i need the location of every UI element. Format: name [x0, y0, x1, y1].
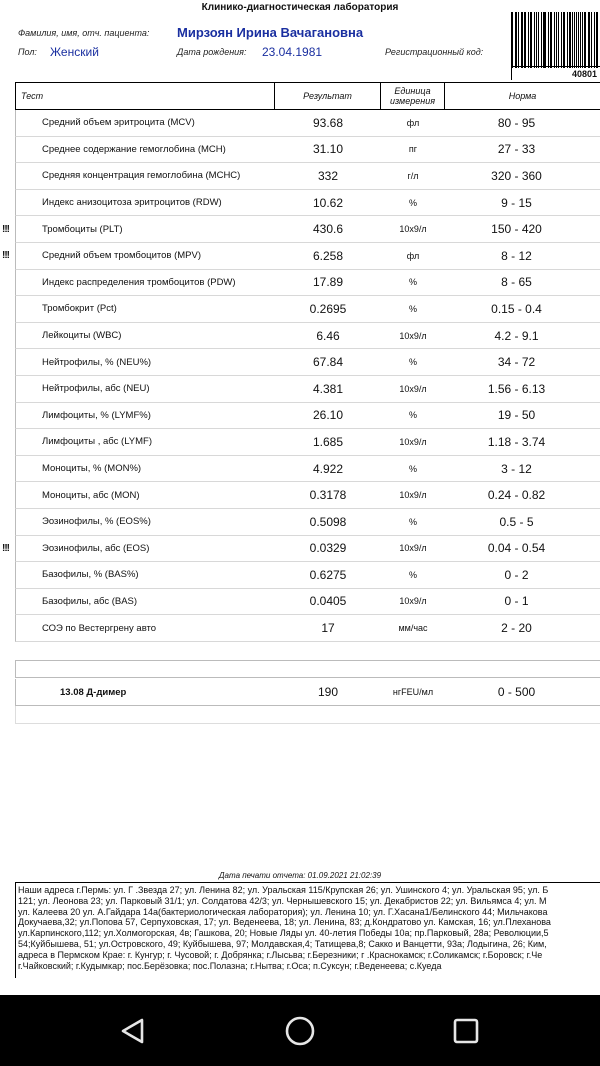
registration-code-label: Регистрационный код:	[385, 47, 484, 57]
address-line: ул. Калеева 20 ул. А.Гайдара 14а(бактериологическая лаборатория); ул. Ленина 10; ул. Г.Хасана1/Белинского 44; Мильчакова	[18, 906, 548, 917]
table-row	[2, 536, 600, 563]
unit-value: %	[408, 357, 417, 368]
dob-label: Дата рождения:	[177, 47, 247, 57]
dob-value: 23.04.1981	[262, 45, 323, 59]
table-row	[15, 403, 600, 430]
barcode-bar	[578, 12, 579, 68]
unit-value: %	[408, 516, 417, 527]
home-button[interactable]	[282, 1013, 318, 1049]
barcode-bar	[584, 12, 586, 68]
header-result: Результат	[275, 83, 381, 109]
table-row	[15, 429, 600, 456]
unit-value: 10x9/л	[399, 224, 427, 235]
barcode-bar	[594, 12, 595, 68]
barcode-bar	[591, 12, 592, 68]
unit-value: пг	[408, 144, 418, 155]
sex-label: Пол:	[18, 47, 37, 57]
unit-value: 10x9/л	[399, 490, 427, 501]
norm-range: 1.56 - 6.13	[487, 381, 546, 396]
address-line: 54;Куйбышева, 51; ул.Островского, 49; Куйбышева, 97; Молдавская,4; Татищева,8; Сакко и Ванцетти, 93а; Лодыгина, 26; Ким,	[18, 938, 547, 949]
unit-value: фл	[406, 250, 420, 261]
result-value: 0.6275	[309, 567, 347, 582]
norm-range: 150 - 420	[491, 222, 542, 237]
ddimer-row	[15, 679, 600, 706]
norm-range: 2 - 20	[501, 621, 532, 636]
table-header	[15, 83, 600, 110]
sex-value: Женский	[50, 45, 99, 59]
unit-value: 10x9/л	[399, 596, 427, 607]
back-button[interactable]	[115, 1013, 151, 1049]
table-row	[2, 243, 600, 270]
unit-value: %	[408, 410, 417, 421]
patient-name-label: Фамилия, имя, отч. пациента:	[18, 28, 150, 38]
norm-range: 0.24 - 0.82	[487, 488, 546, 503]
recent-apps-button[interactable]	[448, 1013, 484, 1049]
barcode-number: 40801	[572, 69, 598, 79]
unit-value: мм/час	[398, 623, 428, 634]
barcode-bar	[574, 12, 575, 68]
result-value: 6.258	[312, 248, 344, 263]
address-line: Наши адреса г.Пермь: ул. Г .Звезда 27; ул. Ленина 82; ул. Уральская 115/Крупская 26; ул. Ушинского 4; ул. Уральская 95; ул. Б	[18, 885, 549, 895]
barcode-bar	[524, 12, 526, 68]
test-name: Моноциты, % (MON%)	[42, 463, 142, 475]
norm-range: 19 - 50	[497, 408, 536, 423]
table-row	[15, 190, 600, 217]
print-date: Дата печати отчета: 01.09.2021 21:02:39	[218, 871, 382, 880]
address-line: Докучаева,32; ул.Попова 57, Серпуховская, 17; ул. Веденеева, 18; ул. Ленина, 83; д.Кондратово ул. Камская, 16; ул.Плеханова	[18, 917, 551, 928]
unit-value: г/л	[407, 170, 419, 181]
test-name: Тромбокрит (Pct)	[42, 303, 117, 315]
norm-range: 1.18 - 3.74	[487, 434, 546, 449]
barcode-bar	[589, 12, 590, 68]
header-test: Тест	[16, 83, 275, 109]
test-name: Нейтрофилы, % (NEU%)	[42, 356, 152, 368]
table-row	[15, 562, 600, 589]
result-value: 0.2695	[309, 301, 347, 316]
barcode-bar	[538, 12, 540, 68]
norm-range: 27 - 33	[497, 142, 536, 157]
unit-value: 10x9/л	[399, 383, 427, 394]
barcode-bar	[580, 12, 581, 68]
address-line: 121; ул. Леонова 23; ул. Парковый 31/1; ул. Солдатова 42/3; ул. Чернышевского 15; ул. Декабристов 22; ул. Вильямса 4; ул. М	[18, 895, 547, 906]
result-value: 6.46	[316, 328, 340, 343]
result-value: 1.685	[312, 434, 344, 449]
barcode-bar	[544, 12, 545, 68]
unit-value: %	[408, 463, 417, 474]
recent-apps-square-icon	[452, 1017, 480, 1045]
result-value: 17.89	[312, 275, 344, 290]
norm-range: 80 - 95	[497, 115, 536, 130]
table-separator	[15, 660, 600, 678]
table-row	[15, 270, 600, 297]
test-name: Моноциты, абс (MON)	[42, 489, 140, 501]
back-triangle-icon	[118, 1016, 148, 1046]
ddimer-result: 190	[317, 685, 339, 699]
test-name: Среднее содержание гемоглобина (MCH)	[42, 143, 226, 155]
barcode-bar	[515, 12, 516, 68]
table-row	[15, 509, 600, 536]
result-value: 31.10	[312, 142, 344, 157]
result-value: 26.10	[312, 408, 344, 423]
patient-name: Мирзоян Ирина Вачагановна	[177, 25, 364, 40]
barcode-bar	[516, 12, 517, 68]
result-value: 67.84	[312, 355, 344, 370]
barcode-bar	[596, 12, 597, 68]
barcode-bar	[511, 12, 513, 68]
norm-range: 34 - 72	[497, 355, 536, 370]
barcode-bar	[558, 12, 559, 68]
test-name: Средний объем эритроцита (MCV)	[42, 117, 195, 129]
barcode-bar	[572, 12, 573, 68]
barcode-bar	[561, 12, 562, 68]
barcode-bar	[588, 12, 589, 68]
norm-range: 0.15 - 0.4	[491, 301, 542, 316]
unit-value: 10x9/л	[399, 330, 427, 341]
addresses-block	[15, 882, 600, 978]
barcode-bar	[522, 12, 523, 68]
ddimer-unit: нгFEU/мл	[392, 687, 434, 697]
barcode-bar	[528, 12, 529, 68]
address-line: ул.Карпинского,112; ул.Холмогорская, 4в; Гашкова, 20; Новые Ляды ул. 40-летия Победы 10а; пр.Парковый, 28а; Революции,5	[18, 928, 549, 939]
table-row	[15, 323, 600, 350]
result-value: 10.62	[312, 195, 344, 210]
norm-range: 9 - 15	[501, 195, 532, 210]
norm-range: 8 - 12	[501, 248, 532, 263]
result-value: 4.922	[312, 461, 344, 476]
result-value: 0.5098	[309, 514, 347, 529]
test-name: Индекс распределения тромбоцитов (PDW)	[42, 276, 236, 288]
test-name: Средняя концентрация гемоглобина (MCHC)	[42, 170, 241, 182]
address-line: адреса в Пермском Крае: г. Кунгур; г. Чусовой; г. Добрянка; г.Лысьва; г.Березники; г .Краснокамск; г.Соликамск; г.Боровск; г.Че	[18, 949, 543, 960]
table-row	[15, 482, 600, 509]
norm-range: 0.5 - 5	[499, 514, 534, 529]
barcode-bar	[576, 12, 577, 68]
table-row	[15, 110, 600, 137]
table-row	[15, 296, 600, 323]
result-value: 17	[321, 621, 335, 636]
barcode-bar	[530, 12, 531, 68]
result-value: 430.6	[312, 222, 344, 237]
test-name: Тромбоциты (PLT)	[42, 223, 123, 235]
test-name: Базофилы, абс (BAS)	[42, 595, 138, 607]
barcode-bar	[554, 12, 556, 68]
table-row	[15, 349, 600, 376]
norm-range: 0.04 - 0.54	[487, 541, 546, 556]
barcode-bar	[548, 12, 549, 68]
unit-value: %	[408, 197, 417, 208]
abnormal-flag: !!!	[2, 250, 9, 262]
barcode-bar	[531, 12, 532, 68]
test-name: Эозинофилы, абс (EOS)	[42, 542, 150, 554]
barcode-bar	[518, 12, 519, 68]
result-value: 0.0405	[309, 594, 347, 609]
header-norm: Норма	[508, 91, 537, 101]
barcode-bar	[582, 12, 583, 68]
barcode-bar	[550, 12, 551, 68]
result-value: 332	[317, 168, 339, 183]
home-circle-icon	[284, 1015, 316, 1047]
table-row	[15, 456, 600, 483]
table-row	[15, 589, 600, 616]
android-nav-bar	[0, 995, 600, 1066]
unit-value: фл	[406, 117, 420, 128]
barcode-bar	[556, 12, 557, 68]
table-footer-separator	[15, 706, 600, 724]
norm-range: 320 - 360	[491, 168, 542, 183]
table-row	[15, 137, 600, 164]
test-name: Эозинофилы, % (EOS%)	[42, 516, 151, 528]
lab-title: Клинико-диагностическая лаборатория	[201, 2, 399, 13]
barcode-bar	[551, 12, 552, 68]
norm-range: 8 - 65	[501, 275, 532, 290]
ddimer-norm: 0 - 500	[497, 685, 536, 699]
table-body	[2, 110, 600, 642]
unit-value: 10x9/л	[399, 436, 427, 447]
barcode-bar	[569, 12, 571, 68]
results-table	[2, 82, 600, 642]
header-unit: Единица измерения	[381, 83, 445, 109]
norm-range: 3 - 12	[501, 461, 532, 476]
abnormal-flag: !!!	[2, 223, 9, 235]
unit-value: %	[408, 277, 417, 288]
barcode-bar	[534, 12, 535, 68]
norm-range: 0 - 1	[504, 594, 529, 609]
norm-range: 0 - 2	[504, 567, 529, 582]
table-row	[15, 163, 600, 190]
test-name: Лейкоциты (WBC)	[42, 330, 122, 342]
result-value: 0.3178	[309, 488, 347, 503]
barcode-bar	[536, 12, 537, 68]
table-row	[2, 216, 600, 243]
table-row	[15, 376, 600, 403]
barcode-image	[511, 12, 600, 68]
address-line: г.Чайковский; г.Кудымкар; пос.Берёзовка; пос.Полазна; г.Нытва; г.Оса; п.Суксун; г.Веденеева; с.Куеда	[18, 960, 442, 971]
barcode-bar	[567, 12, 568, 68]
barcode-bar	[597, 12, 598, 68]
barcode-bar	[563, 12, 564, 68]
norm-range: 4.2 - 9.1	[494, 328, 539, 343]
barcode-bar	[564, 12, 565, 68]
barcode-bar	[541, 12, 542, 68]
test-name: Средний объем тромбоцитов (MPV)	[42, 250, 202, 262]
test-name: Индекс анизоцитоза эритроцитов (RDW)	[42, 197, 222, 209]
barcode-bar	[521, 12, 522, 68]
unit-value: %	[408, 303, 417, 314]
unit-value: 10x9/л	[399, 543, 427, 554]
abnormal-flag: !!!	[2, 542, 9, 554]
table-row	[15, 615, 600, 642]
unit-value: %	[408, 569, 417, 580]
test-name: Лимфоциты, % (LYMF%)	[42, 409, 151, 421]
ddimer-test: 13.08 Д-димер	[60, 686, 127, 698]
result-value: 4.381	[312, 381, 344, 396]
test-name: Нейтрофилы, абс (NEU)	[42, 383, 150, 395]
result-value: 93.68	[312, 115, 344, 130]
test-name: Лимфоциты , абс (LYMF)	[42, 436, 152, 448]
test-name: СОЭ по Вестергрену авто	[42, 622, 157, 634]
result-value: 0.0329	[309, 541, 347, 556]
barcode-bar	[543, 12, 544, 68]
test-name: Базофилы, % (BAS%)	[42, 569, 139, 581]
